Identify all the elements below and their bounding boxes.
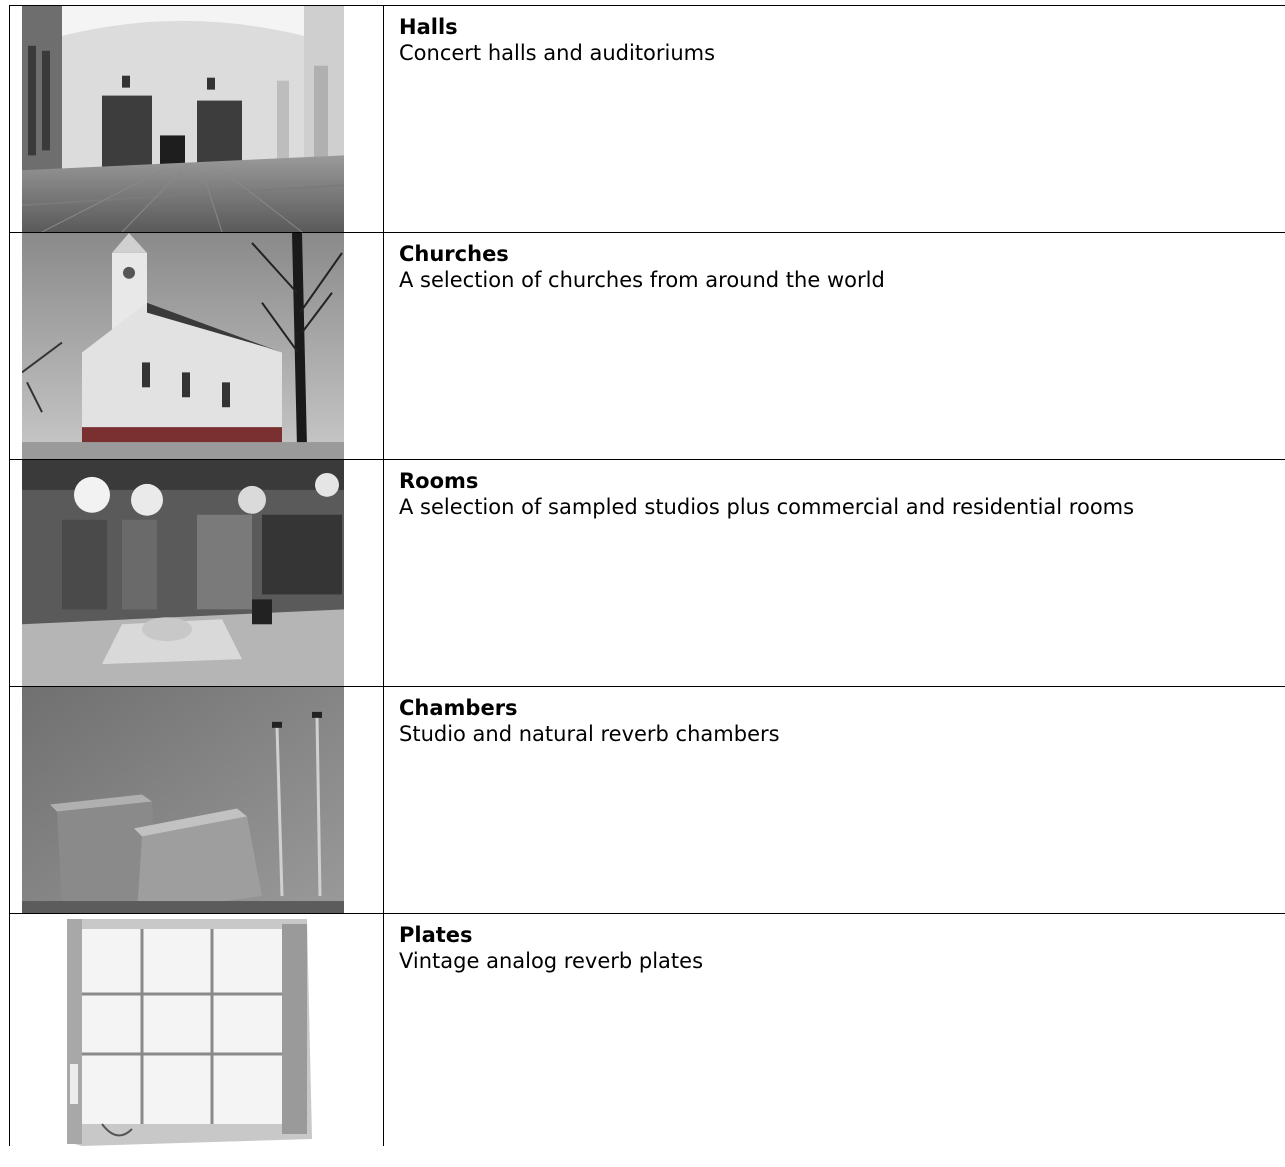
image-cell (10, 460, 384, 686)
text-cell (384, 687, 1285, 913)
image-cell (10, 233, 384, 459)
text-cell (384, 460, 1285, 686)
text-cell (384, 233, 1285, 459)
image-cell (10, 687, 384, 913)
category-title: Halls (399, 15, 458, 39)
category-description: A selection of sampled studios plus commercial and residential rooms (399, 495, 1135, 519)
category-title: Chambers (399, 696, 518, 720)
reverb-plate-photo (22, 914, 344, 1146)
concert-hall-photo (22, 6, 344, 232)
reverb-category-table (9, 5, 1285, 1146)
image-cell (10, 6, 384, 232)
text-cell (384, 914, 1285, 1146)
text-cell (384, 6, 1285, 232)
category-title: Churches (399, 242, 509, 266)
table-row (10, 460, 1285, 687)
image-cell (10, 914, 384, 1146)
category-description: Studio and natural reverb chambers (399, 722, 780, 746)
studio-room-photo (22, 460, 344, 686)
table-row (10, 914, 1285, 1146)
category-description: Vintage analog reverb plates (399, 949, 704, 973)
category-description: Concert halls and auditoriums (399, 41, 716, 65)
category-title: Plates (399, 923, 473, 947)
table-row (10, 6, 1285, 233)
table-row (10, 687, 1285, 914)
category-title: Rooms (399, 469, 479, 493)
church-photo (22, 233, 344, 459)
category-description: A selection of churches from around the world (399, 268, 885, 292)
table-row (10, 233, 1285, 460)
reverb-chamber-photo (22, 687, 344, 913)
